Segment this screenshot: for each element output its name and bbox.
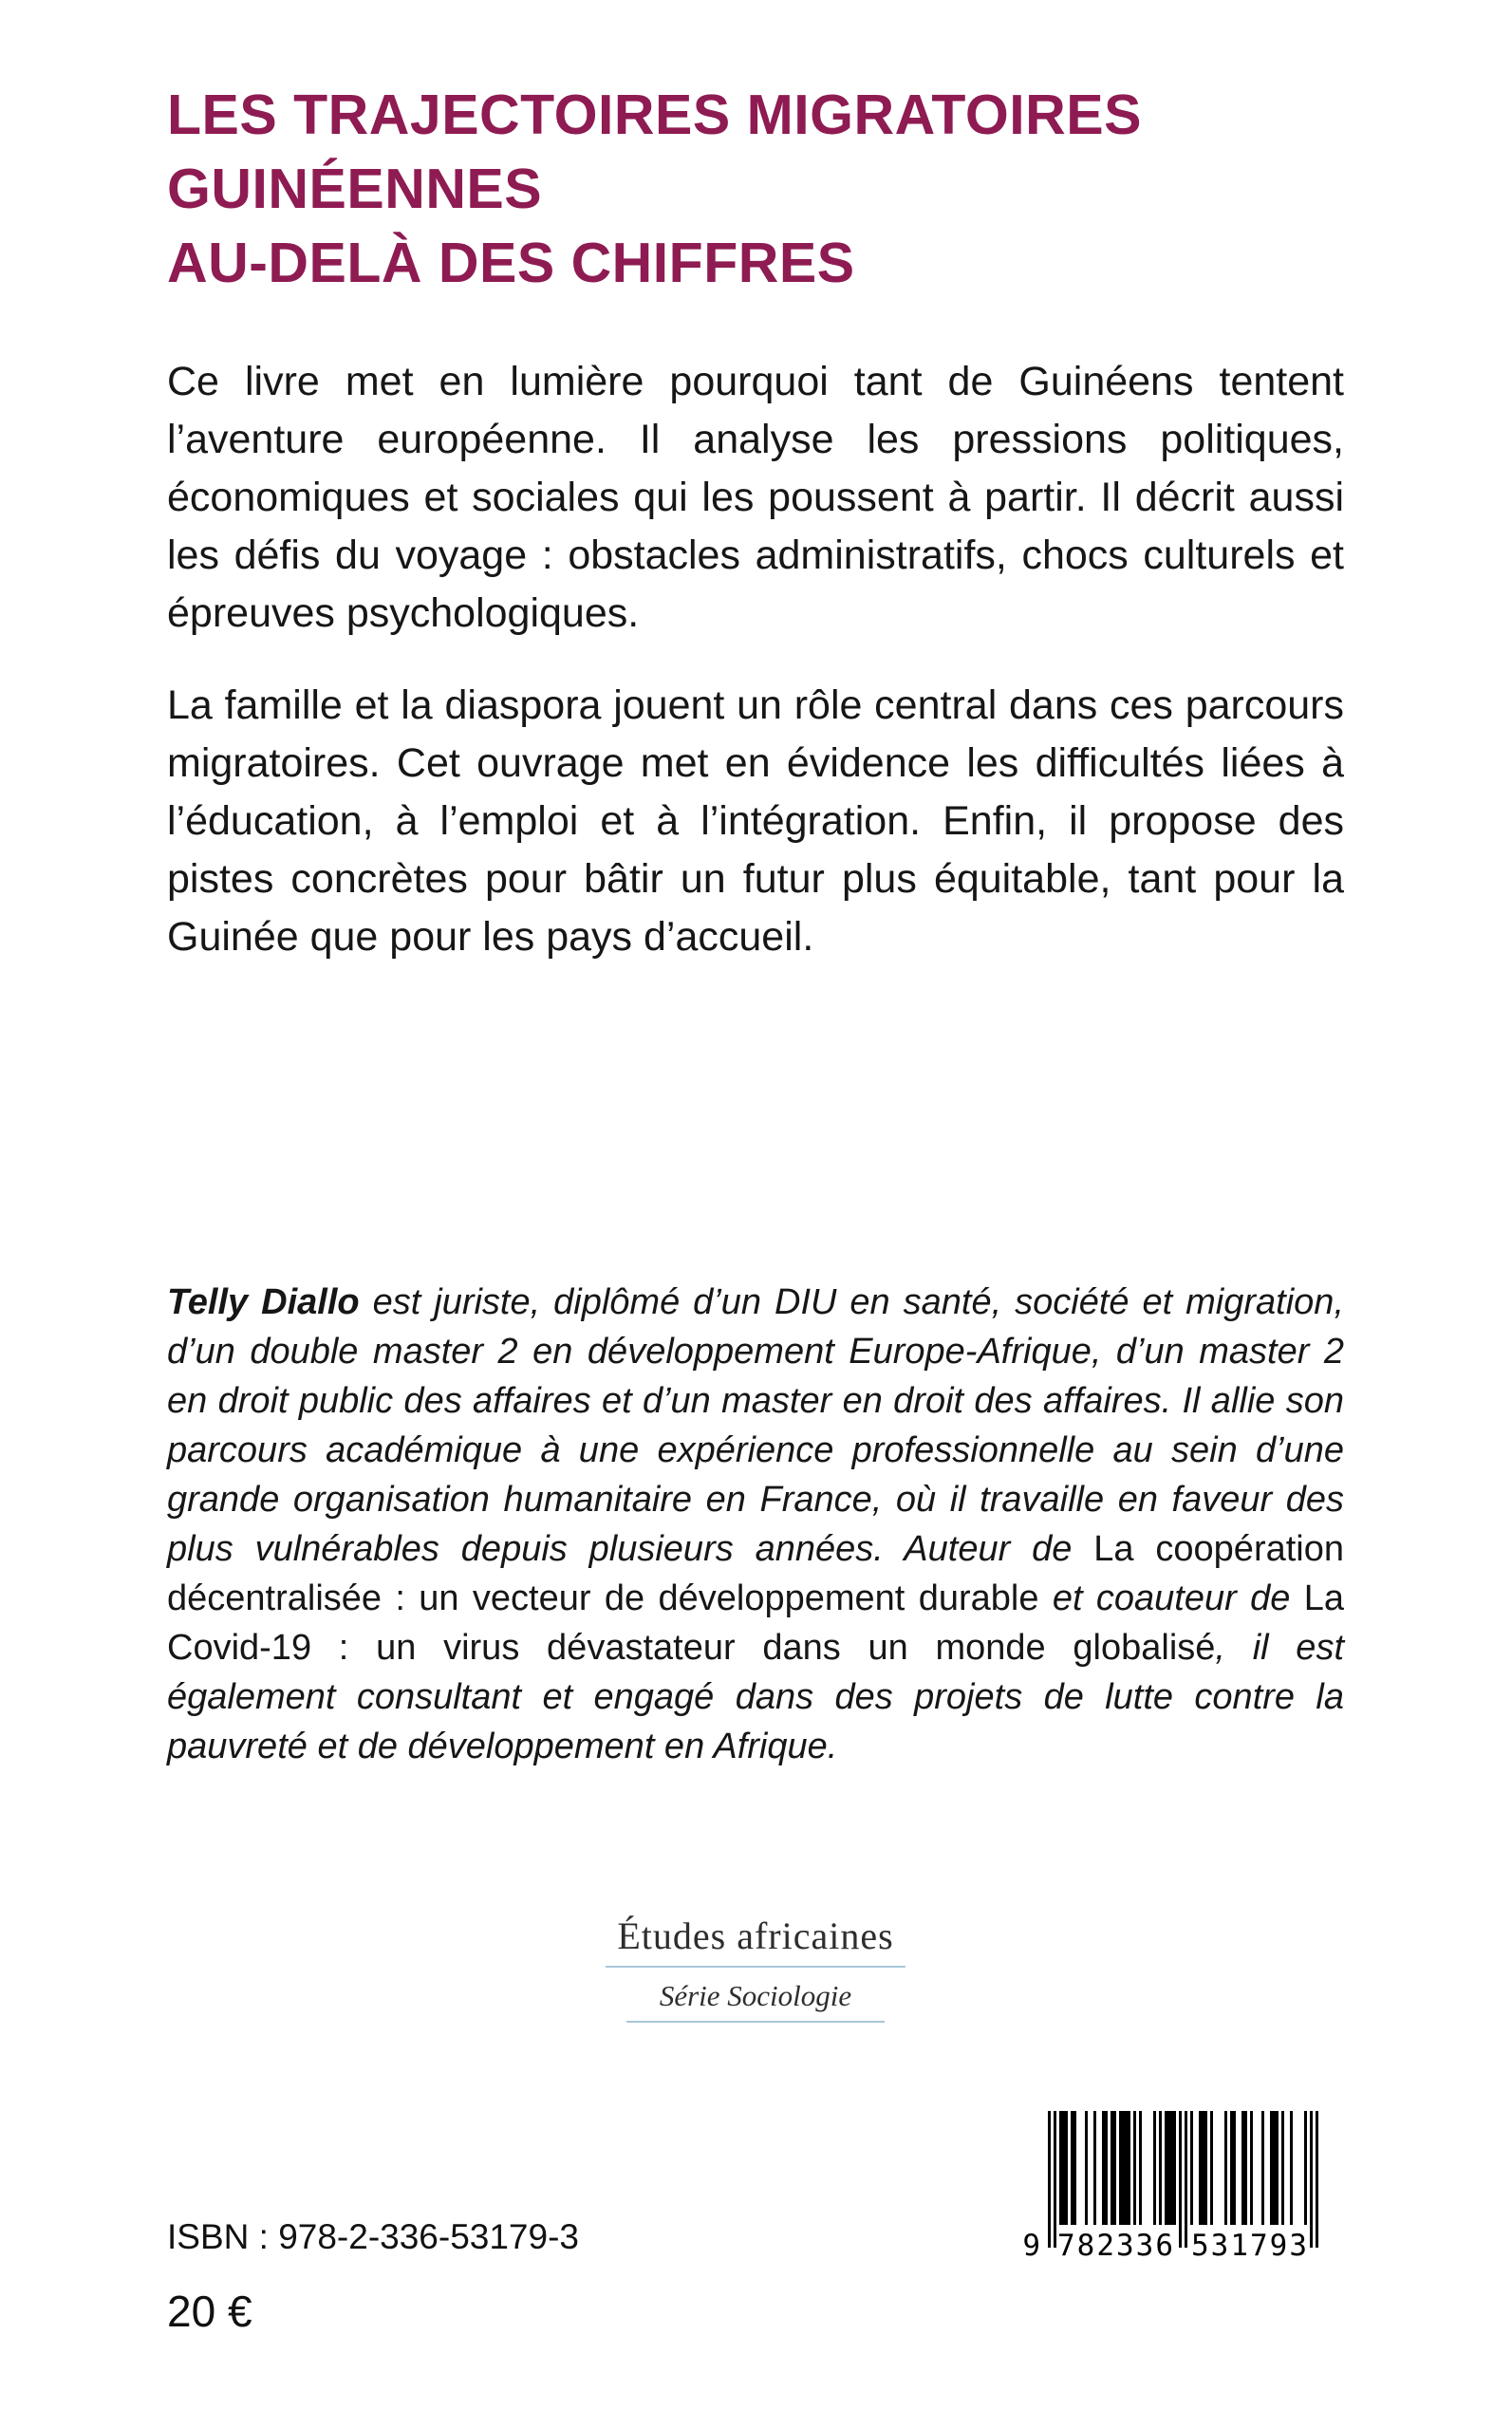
bio-segment: La Covid-19 : un virus dévastateur dans un monde globalisé — [167, 1578, 1344, 1668]
barcode-digits-left: 782336 — [1057, 2229, 1175, 2263]
barcode-digits-right: 531793 — [1191, 2229, 1309, 2263]
price-text: 20 € — [167, 2287, 252, 2336]
collection-name: Études africaines — [617, 1914, 894, 1957]
series-name: Série Sociologie — [659, 1979, 852, 2012]
book-title — [167, 78, 1401, 300]
book-title-line-2: AU-DELÀ DES CHIFFRES — [167, 232, 855, 294]
collection-rule — [606, 1966, 905, 1968]
bio-segment: est juriste, diplômé d’un DIU en santé, société et migration, d’un double master 2 en développement Europe-Afrique, d’un master 2 en droit public des affaires et d’un master en droit des affaires. Il allie son parcours académique à une expérience professionnelle au sein d’une grande organisation humanitaire en France, où il travaille en faveur des plus vulnérables depuis plusieurs années. Auteur de — [167, 1282, 1345, 1569]
synopsis-paragraph: Ce livre met en lumière pourquoi tant de Guinéens tentent l’aventure européenne. Il analyse les pressions politiques, économiques et sociales qui les poussent à partir. Il décrit aussi les défis du voyage : obstacles administratifs, chocs culturels et épreuves psychologiques. — [167, 359, 1344, 636]
bio-segment: , il est également consultant et engagé dans des projets de lutte contre la pauvreté et de développement en Afrique. — [167, 1628, 1344, 1766]
barcode-digit-lead: 9 — [1022, 2229, 1042, 2263]
isbn-text: ISBN : 978-2-336-53179-3 — [167, 2217, 579, 2256]
author-bio — [167, 1278, 1344, 1771]
synopsis-paragraph: La famille et la diaspora jouent un rôle central dans ces parcours migratoires. Cet ouvrage met en évidence les difficultés liées à l’éducation, à l’emploi et à l’intégration. Enfin, il propose des pistes concrètes pour bâtir un futur plus équitable, tant pour la Guinée que pour les pays d’accueil. — [167, 682, 1344, 960]
bio-segment: La coopération décentralisée : un vecteur de développement durable — [167, 1529, 1344, 1618]
collection-block — [167, 1914, 1344, 2023]
barcode — [1017, 2111, 1333, 2296]
synopsis — [167, 353, 1344, 1000]
bio-segment: Telly Diallo — [167, 1282, 360, 1322]
barcode-number — [1017, 2229, 1333, 2270]
title-block — [167, 78, 1401, 300]
bio-segment: et coauteur de — [1038, 1578, 1304, 1618]
book-title-line-1: LES TRAJECTOIRES MIGRATOIRES GUINÉENNES — [167, 84, 1142, 220]
series-rule — [626, 2021, 885, 2023]
